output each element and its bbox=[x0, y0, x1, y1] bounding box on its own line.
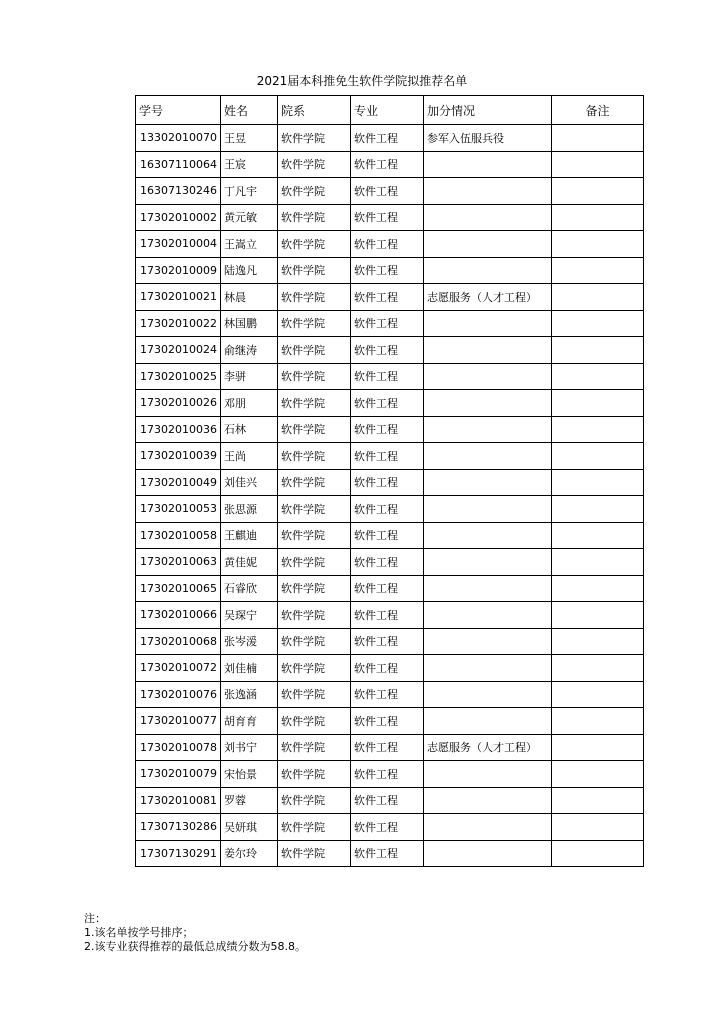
cell-remark bbox=[551, 575, 643, 602]
cell-remark bbox=[551, 522, 643, 549]
cell-student-id: 17302010066 bbox=[136, 602, 221, 629]
cell-department: 软件学院 bbox=[277, 363, 350, 390]
cell-name: 刘佳楠 bbox=[220, 655, 277, 682]
table-row bbox=[136, 151, 644, 178]
cell-major: 软件工程 bbox=[350, 363, 423, 390]
cell-remark bbox=[551, 549, 643, 576]
table-body bbox=[136, 125, 644, 867]
cell-bonus bbox=[423, 814, 551, 841]
cell-bonus bbox=[423, 178, 551, 205]
cell-name: 吴琛宁 bbox=[220, 602, 277, 629]
cell-student-id: 17302010049 bbox=[136, 469, 221, 496]
table-row bbox=[136, 390, 644, 417]
cell-major: 软件工程 bbox=[350, 231, 423, 258]
column-header-remark: 备注 bbox=[551, 96, 643, 125]
cell-department: 软件学院 bbox=[277, 549, 350, 576]
cell-student-id: 17302010025 bbox=[136, 363, 221, 390]
cell-remark bbox=[551, 655, 643, 682]
cell-remark bbox=[551, 814, 643, 841]
cell-department: 软件学院 bbox=[277, 761, 350, 788]
cell-department: 软件学院 bbox=[277, 416, 350, 443]
cell-department: 软件学院 bbox=[277, 522, 350, 549]
cell-major: 软件工程 bbox=[350, 602, 423, 629]
table-row bbox=[136, 761, 644, 788]
cell-remark bbox=[551, 602, 643, 629]
cell-department: 软件学院 bbox=[277, 787, 350, 814]
cell-remark bbox=[551, 231, 643, 258]
cell-remark bbox=[551, 257, 643, 284]
cell-department: 软件学院 bbox=[277, 681, 350, 708]
cell-bonus: 志愿服务（人才工程） bbox=[423, 734, 551, 761]
cell-student-id: 16307110064 bbox=[136, 151, 221, 178]
cell-department: 软件学院 bbox=[277, 257, 350, 284]
cell-remark bbox=[551, 363, 643, 390]
cell-remark bbox=[551, 310, 643, 337]
table-row bbox=[136, 337, 644, 364]
cell-name: 石林 bbox=[220, 416, 277, 443]
cell-remark bbox=[551, 443, 643, 470]
cell-department: 软件学院 bbox=[277, 628, 350, 655]
cell-name: 张逸涵 bbox=[220, 681, 277, 708]
table-row bbox=[136, 469, 644, 496]
cell-bonus bbox=[423, 231, 551, 258]
cell-name: 黄佳妮 bbox=[220, 549, 277, 576]
notes-heading: 注： bbox=[84, 912, 106, 925]
cell-student-id: 17302010021 bbox=[136, 284, 221, 311]
cell-major: 软件工程 bbox=[350, 337, 423, 364]
note-item: 2.该专业获得推荐的最低总成绩分数为58.8。 bbox=[84, 940, 306, 953]
note-item: 1.该名单按学号排序； bbox=[84, 926, 194, 939]
cell-remark bbox=[551, 151, 643, 178]
cell-department: 软件学院 bbox=[277, 231, 350, 258]
table-row bbox=[136, 257, 644, 284]
cell-remark bbox=[551, 840, 643, 867]
cell-name: 吴妍琪 bbox=[220, 814, 277, 841]
cell-department: 软件学院 bbox=[277, 125, 350, 152]
cell-department: 软件学院 bbox=[277, 734, 350, 761]
cell-bonus bbox=[423, 628, 551, 655]
cell-name: 张思源 bbox=[220, 496, 277, 523]
table-row bbox=[136, 787, 644, 814]
cell-name: 王嵩立 bbox=[220, 231, 277, 258]
cell-department: 软件学院 bbox=[277, 443, 350, 470]
cell-major: 软件工程 bbox=[350, 416, 423, 443]
cell-major: 软件工程 bbox=[350, 655, 423, 682]
cell-student-id: 17302010058 bbox=[136, 522, 221, 549]
cell-name: 林国鹏 bbox=[220, 310, 277, 337]
cell-bonus bbox=[423, 257, 551, 284]
cell-name: 林晨 bbox=[220, 284, 277, 311]
cell-department: 软件学院 bbox=[277, 178, 350, 205]
table-header-row bbox=[136, 96, 644, 125]
cell-bonus bbox=[423, 840, 551, 867]
cell-major: 软件工程 bbox=[350, 761, 423, 788]
cell-name: 罗蓉 bbox=[220, 787, 277, 814]
cell-name: 张岑湲 bbox=[220, 628, 277, 655]
cell-major: 软件工程 bbox=[350, 204, 423, 231]
cell-bonus bbox=[423, 761, 551, 788]
cell-name: 丁凡宇 bbox=[220, 178, 277, 205]
cell-student-id: 17302010079 bbox=[136, 761, 221, 788]
cell-bonus bbox=[423, 496, 551, 523]
table-row bbox=[136, 628, 644, 655]
cell-bonus bbox=[423, 363, 551, 390]
cell-department: 软件学院 bbox=[277, 655, 350, 682]
cell-bonus bbox=[423, 310, 551, 337]
table-row bbox=[136, 655, 644, 682]
cell-name: 胡育育 bbox=[220, 708, 277, 735]
cell-name: 王宸 bbox=[220, 151, 277, 178]
cell-student-id: 17302010077 bbox=[136, 708, 221, 735]
table-row bbox=[136, 310, 644, 337]
cell-bonus: 志愿服务（人才工程） bbox=[423, 284, 551, 311]
cell-major: 软件工程 bbox=[350, 310, 423, 337]
cell-student-id: 17302010002 bbox=[136, 204, 221, 231]
cell-major: 软件工程 bbox=[350, 681, 423, 708]
table-row bbox=[136, 602, 644, 629]
cell-name: 陆逸凡 bbox=[220, 257, 277, 284]
cell-name: 石睿欣 bbox=[220, 575, 277, 602]
table-row bbox=[136, 416, 644, 443]
cell-remark bbox=[551, 125, 643, 152]
cell-bonus bbox=[423, 416, 551, 443]
table-row bbox=[136, 443, 644, 470]
cell-major: 软件工程 bbox=[350, 284, 423, 311]
cell-student-id: 17302010036 bbox=[136, 416, 221, 443]
cell-name: 黄元敏 bbox=[220, 204, 277, 231]
cell-student-id: 17302010004 bbox=[136, 231, 221, 258]
cell-name: 邓朋 bbox=[220, 390, 277, 417]
recommendation-table bbox=[135, 95, 644, 867]
cell-department: 软件学院 bbox=[277, 814, 350, 841]
cell-remark bbox=[551, 734, 643, 761]
table-row bbox=[136, 284, 644, 311]
cell-name: 王昱 bbox=[220, 125, 277, 152]
cell-student-id: 17302010068 bbox=[136, 628, 221, 655]
cell-remark bbox=[551, 761, 643, 788]
table-row bbox=[136, 125, 644, 152]
table-row bbox=[136, 178, 644, 205]
cell-remark bbox=[551, 496, 643, 523]
cell-major: 软件工程 bbox=[350, 787, 423, 814]
column-header-student-id: 学号 bbox=[136, 96, 221, 125]
cell-remark bbox=[551, 178, 643, 205]
cell-department: 软件学院 bbox=[277, 390, 350, 417]
cell-major: 软件工程 bbox=[350, 443, 423, 470]
cell-department: 软件学院 bbox=[277, 310, 350, 337]
cell-department: 软件学院 bbox=[277, 337, 350, 364]
cell-student-id: 17302010022 bbox=[136, 310, 221, 337]
cell-remark bbox=[551, 416, 643, 443]
cell-department: 软件学院 bbox=[277, 151, 350, 178]
cell-major: 软件工程 bbox=[350, 178, 423, 205]
cell-bonus bbox=[423, 787, 551, 814]
cell-student-id: 17302010024 bbox=[136, 337, 221, 364]
cell-name: 宋怡景 bbox=[220, 761, 277, 788]
cell-bonus bbox=[423, 151, 551, 178]
cell-student-id: 17307130286 bbox=[136, 814, 221, 841]
cell-department: 软件学院 bbox=[277, 708, 350, 735]
table-row bbox=[136, 708, 644, 735]
cell-remark bbox=[551, 708, 643, 735]
cell-name: 李骈 bbox=[220, 363, 277, 390]
cell-name: 王尚 bbox=[220, 443, 277, 470]
cell-name: 王麒迪 bbox=[220, 522, 277, 549]
cell-bonus bbox=[423, 708, 551, 735]
cell-major: 软件工程 bbox=[350, 496, 423, 523]
cell-department: 软件学院 bbox=[277, 284, 350, 311]
cell-student-id: 17302010072 bbox=[136, 655, 221, 682]
cell-student-id: 17302010065 bbox=[136, 575, 221, 602]
cell-bonus bbox=[423, 655, 551, 682]
table-row bbox=[136, 681, 644, 708]
cell-student-id: 17302010026 bbox=[136, 390, 221, 417]
cell-student-id: 17302010063 bbox=[136, 549, 221, 576]
table-row bbox=[136, 549, 644, 576]
cell-student-id: 17302010053 bbox=[136, 496, 221, 523]
cell-bonus bbox=[423, 602, 551, 629]
cell-student-id: 17302010081 bbox=[136, 787, 221, 814]
cell-remark bbox=[551, 681, 643, 708]
cell-bonus bbox=[423, 204, 551, 231]
table-row bbox=[136, 840, 644, 867]
table-row bbox=[136, 575, 644, 602]
cell-major: 软件工程 bbox=[350, 575, 423, 602]
cell-bonus bbox=[423, 549, 551, 576]
cell-student-id: 17302010009 bbox=[136, 257, 221, 284]
table-row bbox=[136, 363, 644, 390]
cell-major: 软件工程 bbox=[350, 390, 423, 417]
cell-bonus bbox=[423, 522, 551, 549]
cell-major: 软件工程 bbox=[350, 522, 423, 549]
cell-major: 软件工程 bbox=[350, 125, 423, 152]
cell-remark bbox=[551, 284, 643, 311]
cell-department: 软件学院 bbox=[277, 602, 350, 629]
cell-major: 软件工程 bbox=[350, 734, 423, 761]
cell-student-id: 17307130291 bbox=[136, 840, 221, 867]
cell-name: 姜尔玲 bbox=[220, 840, 277, 867]
table-row bbox=[136, 204, 644, 231]
page-title: 2021届本科推免生软件学院拟推荐名单 bbox=[256, 74, 468, 88]
cell-bonus bbox=[423, 337, 551, 364]
cell-department: 软件学院 bbox=[277, 840, 350, 867]
cell-student-id: 13302010070 bbox=[136, 125, 221, 152]
cell-department: 软件学院 bbox=[277, 496, 350, 523]
table-row bbox=[136, 231, 644, 258]
cell-major: 软件工程 bbox=[350, 840, 423, 867]
cell-name: 刘书宁 bbox=[220, 734, 277, 761]
cell-name: 刘佳兴 bbox=[220, 469, 277, 496]
cell-remark bbox=[551, 337, 643, 364]
cell-major: 软件工程 bbox=[350, 628, 423, 655]
cell-department: 软件学院 bbox=[277, 575, 350, 602]
cell-bonus bbox=[423, 469, 551, 496]
cell-student-id: 17302010076 bbox=[136, 681, 221, 708]
cell-student-id: 17302010039 bbox=[136, 443, 221, 470]
table-row bbox=[136, 522, 644, 549]
cell-name: 俞继涛 bbox=[220, 337, 277, 364]
cell-bonus: 参军入伍服兵役 bbox=[423, 125, 551, 152]
table-row bbox=[136, 496, 644, 523]
cell-major: 软件工程 bbox=[350, 814, 423, 841]
cell-bonus bbox=[423, 681, 551, 708]
cell-remark bbox=[551, 469, 643, 496]
table-row bbox=[136, 734, 644, 761]
cell-department: 软件学院 bbox=[277, 204, 350, 231]
cell-remark bbox=[551, 787, 643, 814]
cell-bonus bbox=[423, 390, 551, 417]
column-header-bonus: 加分情况 bbox=[423, 96, 551, 125]
cell-major: 软件工程 bbox=[350, 151, 423, 178]
column-header-department: 院系 bbox=[277, 96, 350, 125]
cell-remark bbox=[551, 390, 643, 417]
cell-remark bbox=[551, 628, 643, 655]
cell-major: 软件工程 bbox=[350, 469, 423, 496]
cell-department: 软件学院 bbox=[277, 469, 350, 496]
table-row bbox=[136, 814, 644, 841]
notes bbox=[84, 912, 306, 954]
cell-bonus bbox=[423, 575, 551, 602]
cell-major: 软件工程 bbox=[350, 549, 423, 576]
cell-major: 软件工程 bbox=[350, 708, 423, 735]
cell-student-id: 17302010078 bbox=[136, 734, 221, 761]
cell-student-id: 16307130246 bbox=[136, 178, 221, 205]
cell-remark bbox=[551, 204, 643, 231]
cell-major: 软件工程 bbox=[350, 257, 423, 284]
column-header-name: 姓名 bbox=[220, 96, 277, 125]
column-header-major: 专业 bbox=[350, 96, 423, 125]
cell-bonus bbox=[423, 443, 551, 470]
